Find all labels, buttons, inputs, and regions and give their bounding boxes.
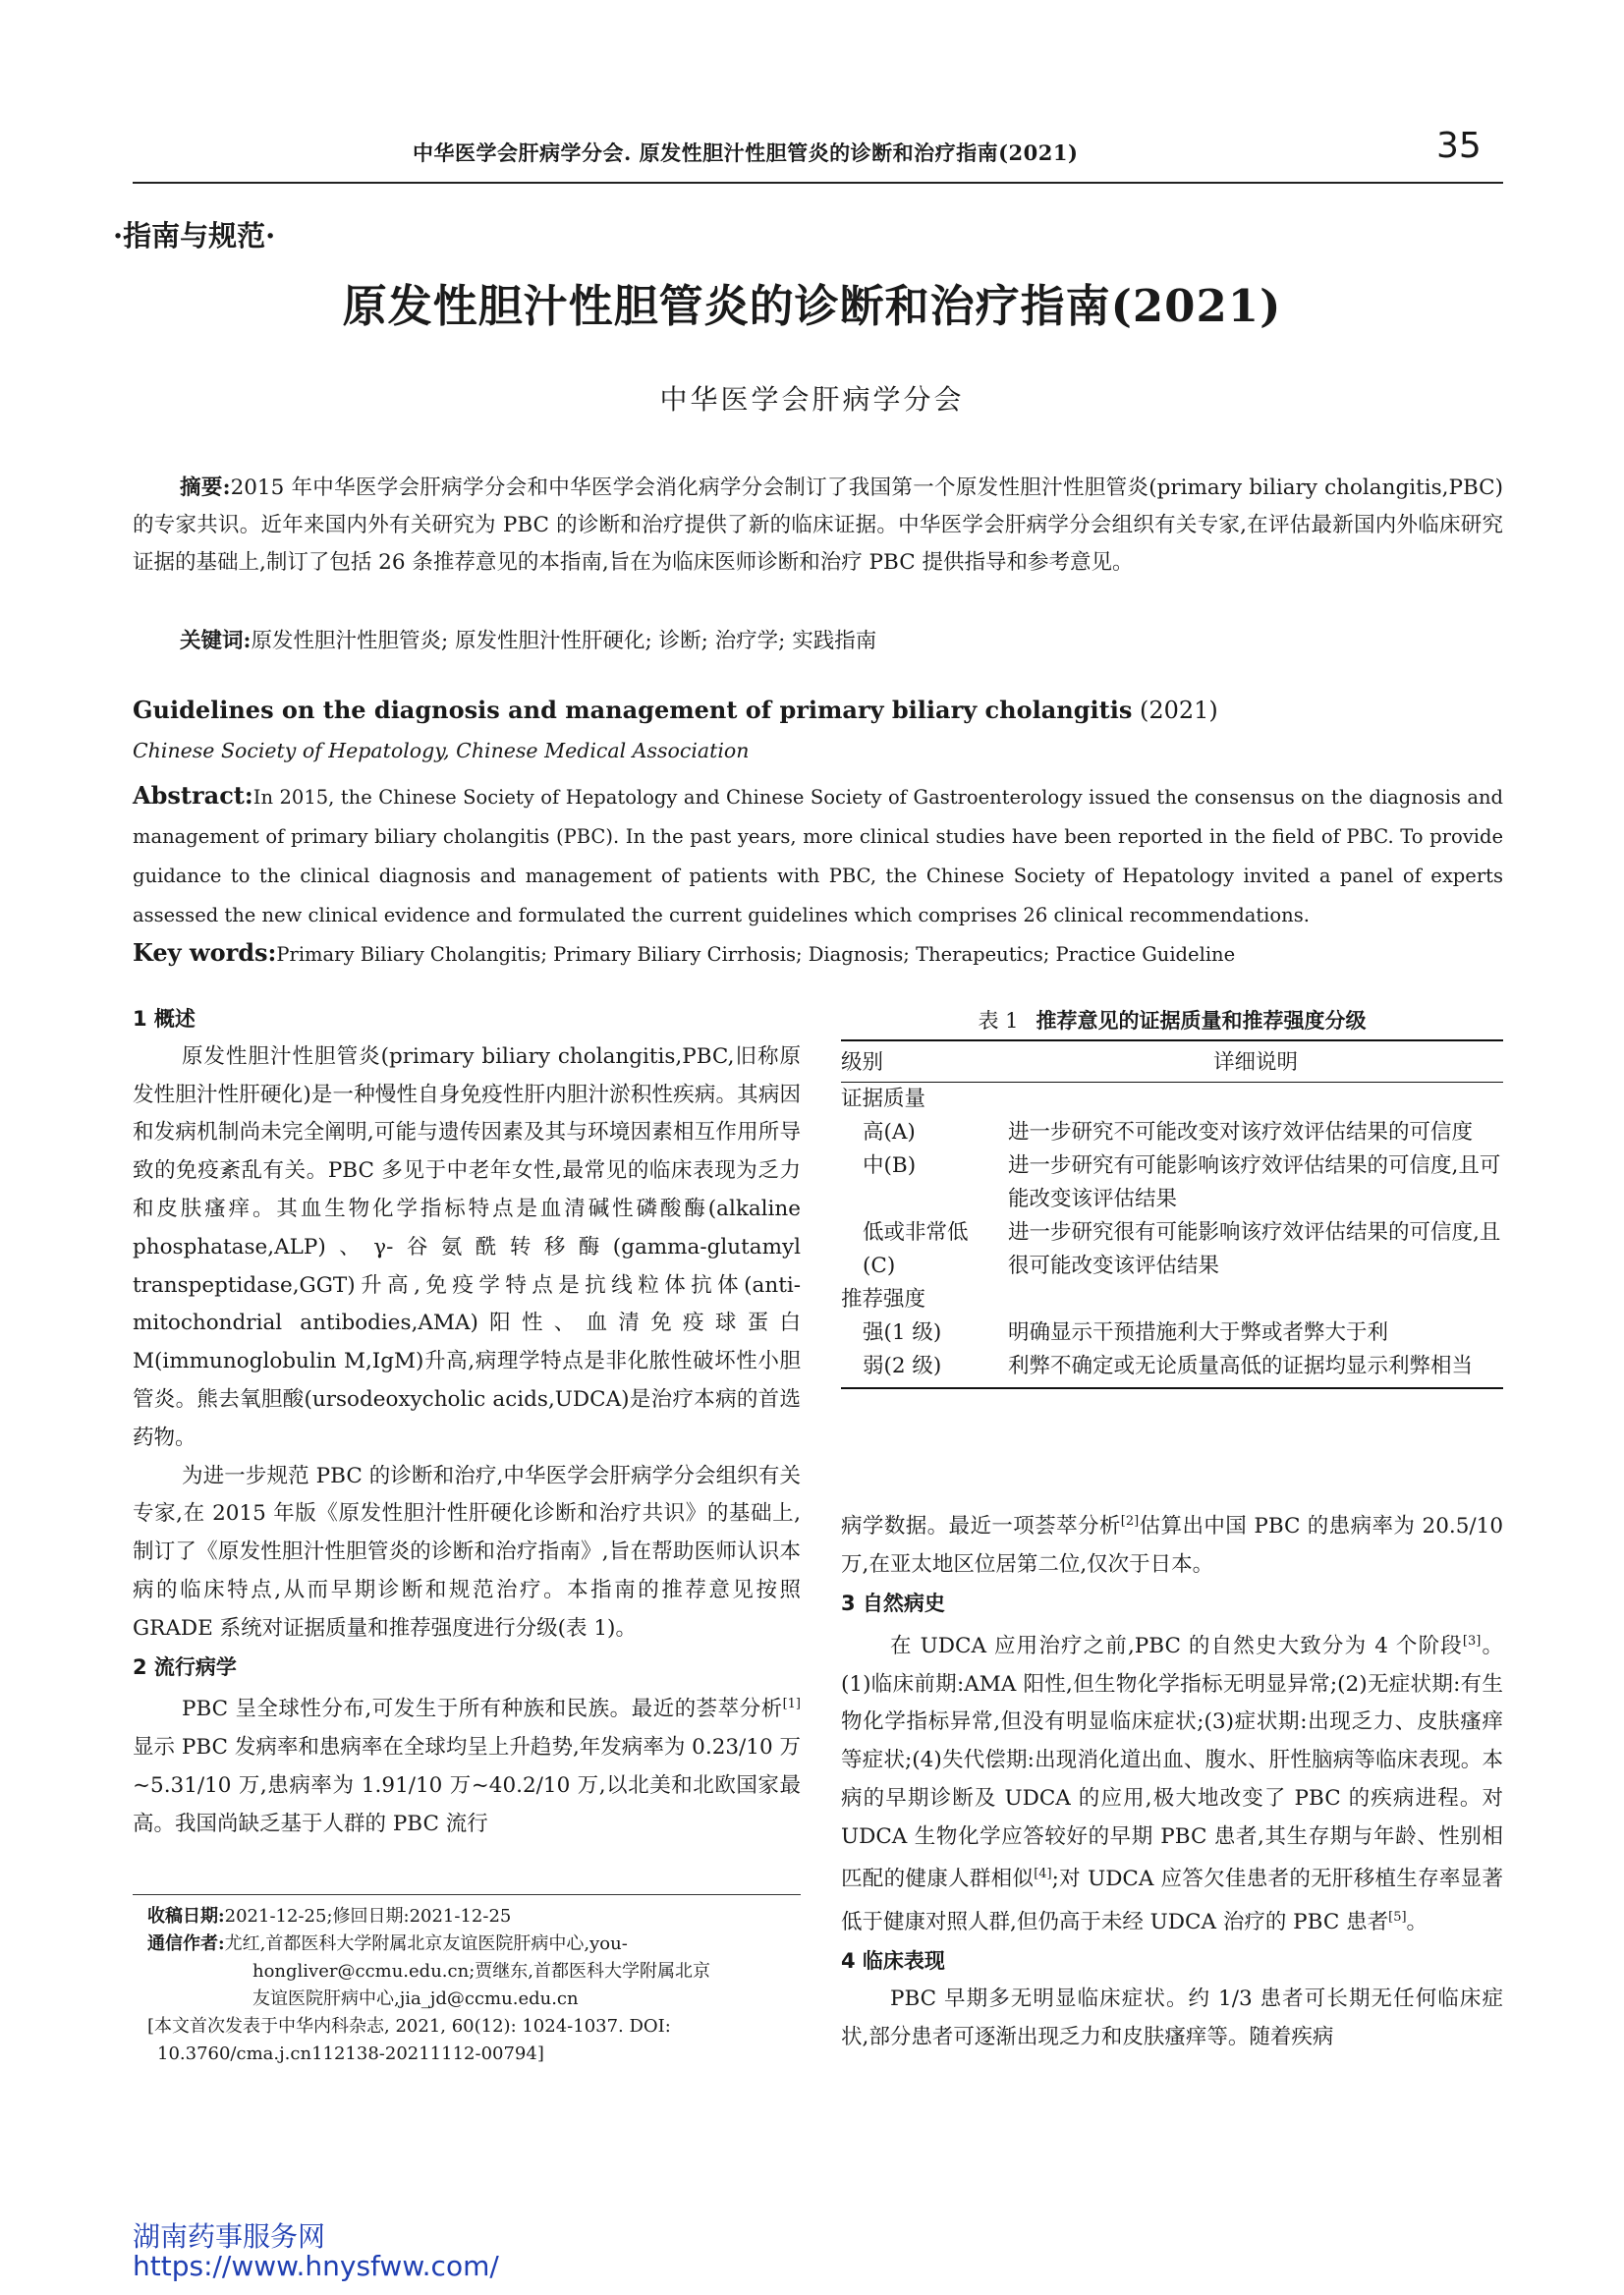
running-title: 中华医学会肝病学分会. 原发性胆汁性胆管炎的诊断和治疗指南(2021) bbox=[413, 140, 1079, 165]
table-cell-desc: 进一步研究有可能影响该疗效评估结果的可信度,且可能改变该评估结果 bbox=[1008, 1153, 1501, 1211]
table-caption bbox=[841, 1005, 1503, 1035]
table-cell-desc: 利弊不确定或无论质量高低的证据均显示利弊相当 bbox=[1008, 1350, 1503, 1388]
corr-label: 通信作者: bbox=[147, 1933, 225, 1954]
abstract-en bbox=[133, 776, 1503, 935]
keywords-en bbox=[133, 933, 1503, 975]
table-cell-desc: 进一步研究很有可能影响该疗效评估结果的可信度,且很可能改变该评估结果 bbox=[1008, 1220, 1501, 1278]
footnote-received bbox=[147, 1903, 796, 1931]
nat-text-c: ;对 UDCA 应答欠佳患者的无肝移植生存率显著低于健康对照人群,但仍高于未经 UDCA 治疗的 PBC 患者 bbox=[841, 1867, 1503, 1935]
table-row bbox=[841, 1116, 1503, 1149]
footnote bbox=[147, 1903, 796, 2068]
citation-3: [3] bbox=[1462, 1633, 1482, 1649]
section-heading-epidemiology: 2 流行病学 bbox=[133, 1654, 237, 1679]
watermark-site-name: 湖南药事服务网 bbox=[133, 2220, 326, 2253]
keywords-en-text: Primary Biliary Cholangitis; Primary Biliary Cirrhosis; Diagnosis; Therapeutics; Practice Guideline bbox=[276, 943, 1236, 966]
table-caption-text: 推荐意见的证据质量和推荐强度分级 bbox=[1036, 1008, 1367, 1033]
table-row bbox=[841, 1083, 1503, 1117]
nat-text-b: 。(1)临床前期:AMA 阳性,但生物化学指标无明显异常;(2)无症状期:有生物化学指标异常,但没有明显临床症状;(3)症状期:出现乏力、皮肤瘙痒等症状;(4)失代偿期:出现消化道出血、腹水、肝性脑病等临床表现。本病的早期诊断及 UDCA 的应用,极大地改变了 PBC 的疾病进程。对 UDCA 生物化学应答较好的早期 PBC 患者,其生存期与年龄、性别相匹配的健康人群相似 bbox=[841, 1633, 1503, 1892]
abstract-zh bbox=[133, 470, 1503, 582]
section-tag: ·指南与规范· bbox=[113, 219, 276, 252]
table-cell-grade: 强(1 级) bbox=[863, 1320, 942, 1345]
paragraph-overview-1: 原发性胆汁性胆管炎(primary biliary cholangitis,PBC,旧称原发性胆汁性肝硬化)是一种慢性自身免疫性肝内胆汁淤积性疾病。其病因和发病机制尚未完全阐明,可能与遗传因素及其与环境因素相互作用所导致的免疫紊乱有关。PBC 多见于中老年女性,最常见的临床表现为乏力和皮肤瘙痒。其血生物化学指标特点是血清碱性磷酸酶(alkaline phosphatase,ALP)、γ-谷氨酰转移酶(gamma-glutamyl transpeptidase,GGT)升高,免疫学特点是抗线粒体抗体(anti-mitochondrial antibodies,AMA)阳性、血清免疫球蛋白 M(immunoglobulin M,IgM)升高,病理学特点是非化脓性破坏性小胆管炎。熊去氧胆酸(ursodeoxycholic acids,UDCA)是治疗本病的首选药物。 bbox=[133, 1043, 801, 1450]
keywords-en-label: Key words: bbox=[133, 938, 277, 967]
pub-line-2: 10.3760/cma.j.cn112138-20211112-00794] bbox=[157, 2043, 544, 2064]
right-column bbox=[841, 1503, 1503, 2057]
abstract-en-label: Abstract: bbox=[133, 781, 253, 810]
keywords-zh-label: 关键词: bbox=[180, 629, 252, 653]
article-title-en bbox=[133, 696, 1218, 724]
table-cell-desc: 明确显示干预措施利大于弊或者弊大于利 bbox=[1008, 1320, 1389, 1345]
corr-line-2: hongliver@ccmu.edu.cn;贾继东,首都医科大学附属北京 bbox=[252, 1961, 710, 1982]
table-row bbox=[841, 1350, 1503, 1388]
corr-line-1: 尤红,首都医科大学附属北京友谊医院肝病中心,you- bbox=[224, 1933, 628, 1954]
left-column bbox=[133, 1000, 801, 1844]
table-cell-desc: 进一步研究不可能改变对该疗效评估结果的可信度 bbox=[1008, 1120, 1474, 1145]
citation-4: [4] bbox=[1034, 1867, 1052, 1882]
article-title-zh: 原发性胆汁性胆管炎的诊断和治疗指南(2021) bbox=[342, 280, 1282, 332]
author-en: Chinese Society of Hepatology, Chinese Medical Association bbox=[133, 739, 750, 762]
epi-cont-a: 病学数据。最近一项荟萃分析 bbox=[841, 1514, 1121, 1539]
received-label: 收稿日期: bbox=[147, 1906, 225, 1927]
evidence-grading-table bbox=[841, 1039, 1503, 1389]
table-row bbox=[841, 1149, 1503, 1216]
abstract-zh-label: 摘要: bbox=[180, 476, 231, 500]
citation-1: [1] bbox=[782, 1697, 801, 1712]
keywords-zh bbox=[133, 623, 1503, 660]
table-row bbox=[841, 1283, 1503, 1316]
paragraph-clinical: PBC 早期多无明显临床症状。约 1/3 患者可长期无任何临床症状,部分患者可逐渐出现乏力和皮肤瘙痒等。随着疾病 bbox=[841, 1987, 1503, 2049]
table-group-strength: 推荐强度 bbox=[841, 1287, 926, 1312]
section-heading-clinical: 4 临床表现 bbox=[841, 1949, 945, 1974]
footnote-rule bbox=[133, 1894, 801, 1895]
table-cell-grade: 高(A) bbox=[863, 1120, 916, 1145]
page-number: 35 bbox=[1436, 126, 1482, 166]
nat-text-d: 。 bbox=[1406, 1910, 1428, 1935]
paragraph-epidemiology-1 bbox=[133, 1686, 801, 1843]
abstract-zh-text: 2015 年中华医学会肝病学分会和中华医学会消化病学分会制订了我国第一个原发性胆汁性胆管炎(primary biliary cholangitis,PBC)的专家共识。近年来国内外有关研究为 PBC 的诊断和治疗提供了新的临床证据。中华医学会肝病学分会组织有关专家,在评估最新国内外临床研究证据的基础上,制订了包括 26 条推荐意见的本指南,旨在为临床医师诊断和治疗 PBC 提供指导和参考意见。 bbox=[133, 476, 1503, 575]
epi-text-b: 显示 PBC 发病率和患病率在全球均呈上升趋势,年发病率为 0.23/10 万~5.31/10 万,患病率为 1.91/10 万~40.2/10 万,以北美和北欧国家最高。我国尚缺乏基于人群的 PBC 流行 bbox=[133, 1735, 801, 1836]
footnote-corresponding bbox=[147, 1931, 796, 2013]
epi-text-a: PBC 呈全球性分布,可发生于所有种族和民族。最近的荟萃分析 bbox=[182, 1697, 783, 1722]
abstract-en-text: In 2015, the Chinese Society of Hepatology and Chinese Society of Gastroenterology issued the consensus on the diagnosis and management of primary biliary cholangitis (PBC). In the past years, more clinical studies have been reported in the field of PBC. To provide guidance to the clinical diagnosis and management of patients with PBC, the Chinese Society of Hepatology invited a panel of experts assessed the new clinical evidence and formulated the current guidelines which comprises 26 clinical recommendations. bbox=[133, 786, 1503, 926]
author-zh: 中华医学会肝病学分会 bbox=[659, 383, 965, 416]
table-header-row bbox=[841, 1040, 1503, 1083]
table-row bbox=[841, 1216, 1503, 1283]
table-cell-grade: 低或非常低(C) bbox=[863, 1220, 969, 1278]
epi-cont-b: 估算出中国 PBC 的患病率为 20.5/10 万,在亚太地区位居第二位,仅次于日本。 bbox=[841, 1514, 1503, 1577]
table-group-quality: 证据质量 bbox=[841, 1087, 926, 1111]
citation-5: [5] bbox=[1388, 1910, 1407, 1926]
citation-2: [2] bbox=[1120, 1514, 1140, 1529]
section-heading-natural-history: 3 自然病史 bbox=[841, 1591, 945, 1615]
paragraph-natural-history bbox=[841, 1623, 1503, 1943]
paragraph-overview-2: 为进一步规范 PBC 的诊断和治疗,中华医学会肝病学分会组织有关专家,在 2015 年版《原发性胆汁性肝硬化诊断和治疗共识》的基础上,制订了《原发性胆汁性胆管炎的诊断和治疗指南》,旨在帮助医师认识本病的临床特点,从而早期诊断和规范治疗。本指南的推荐意见按照 GRADE 系统对证据质量和推荐强度进行分级(表 1)。 bbox=[133, 1463, 801, 1641]
table-cell-grade: 弱(2 级) bbox=[841, 1350, 1008, 1388]
header-rule bbox=[133, 182, 1503, 184]
pub-line-1: [本文首次发表于中华内科杂志, 2021, 60(12): 1024-1037. DOI: bbox=[147, 2016, 671, 2037]
keywords-zh-text: 原发性胆汁性胆管炎; 原发性胆汁性肝硬化; 诊断; 治疗学; 实践指南 bbox=[251, 629, 877, 653]
table-header-detail: 详细说明 bbox=[1008, 1040, 1503, 1083]
table-row bbox=[841, 1316, 1503, 1350]
section-heading-overview: 1 概述 bbox=[133, 1007, 196, 1031]
table-number: 表 1 bbox=[978, 1009, 1019, 1033]
table-header-level: 级别 bbox=[841, 1040, 1008, 1083]
title-en-year: (2021) bbox=[1139, 697, 1218, 724]
table-cell-grade: 中(B) bbox=[863, 1153, 917, 1178]
footnote-publication bbox=[147, 2013, 796, 2068]
nat-text-a: 在 UDCA 应用治疗之前,PBC 的自然史大致分为 4 个阶段 bbox=[890, 1633, 1463, 1658]
title-en-main: Guidelines on the diagnosis and management of primary biliary cholangitis bbox=[133, 696, 1133, 724]
watermark-url[interactable]: https://www.hnysfww.com/ bbox=[133, 2250, 499, 2282]
corr-line-3: 友谊医院肝病中心,jia_jd@ccmu.edu.cn bbox=[252, 1988, 579, 2009]
received-text: 2021-12-25;修回日期:2021-12-25 bbox=[224, 1906, 512, 1927]
paragraph-epidemiology-cont bbox=[841, 1503, 1503, 1585]
